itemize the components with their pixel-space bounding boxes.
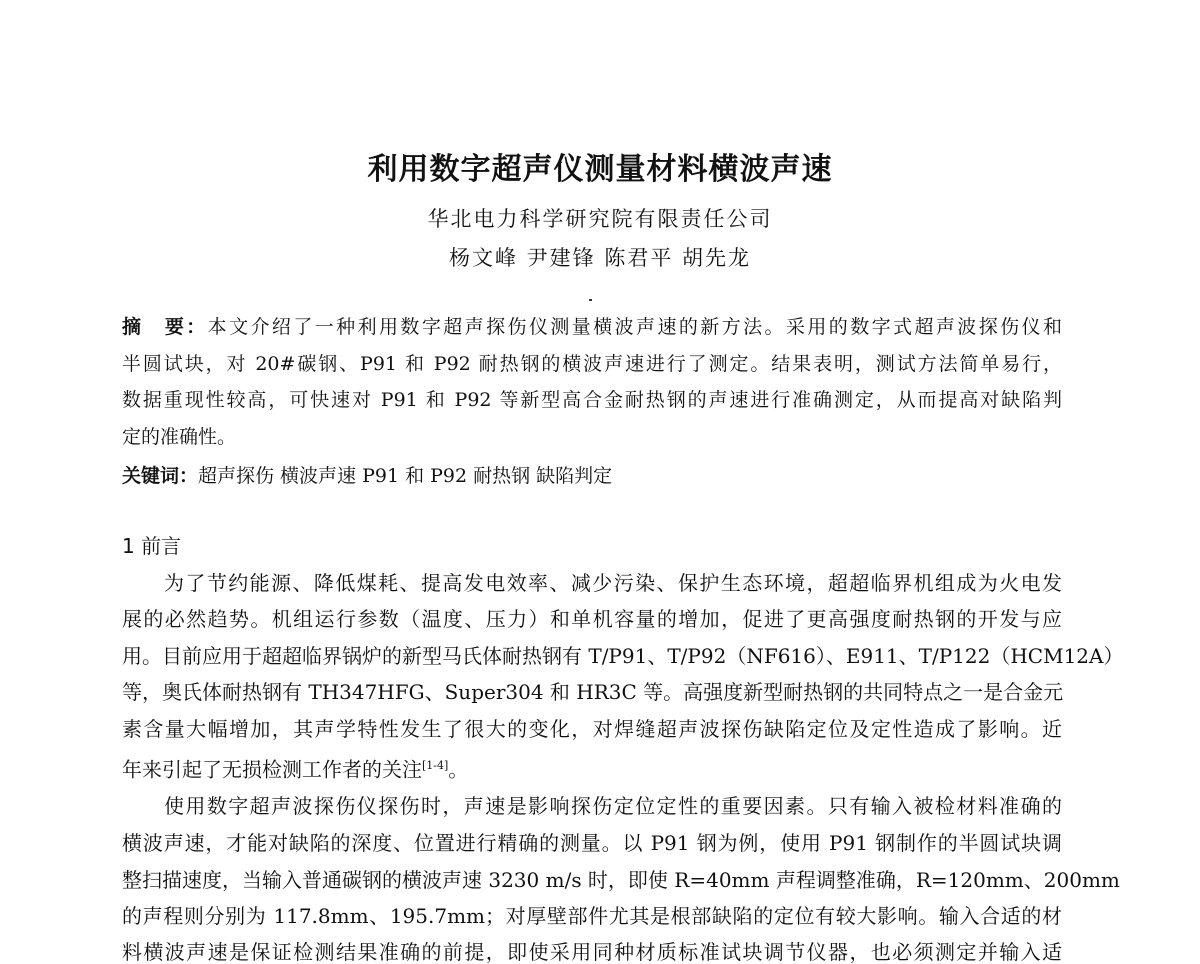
citation: [1-4] xyxy=(422,759,449,772)
authors: 杨文峰 尹建锋 陈君平 胡先龙 xyxy=(448,246,752,270)
affiliation: 华北电力科学研究院有限责任公司 xyxy=(427,207,773,231)
separator-dot xyxy=(589,299,592,301)
paragraph-end: 。 xyxy=(448,757,469,782)
paragraph-line: 料横波声速是保证检测结果准确的前提，即使采用同种材质标准试块调节仪器，也必须测定并输入适 xyxy=(122,940,1062,964)
paragraph-line: 展的必然趋势。机组运行参数（温度、压力）和单机容量的增加，促进了更高强度耐热钢的开发与应 xyxy=(122,607,1062,631)
paper-title: 利用数字超声仪测量材料横波声速 xyxy=(367,152,833,187)
abstract-line: 数据重现性较高，可快速对 P91 和 P92 等新型高合金耐热钢的声速进行准确测定，从而提高对缺陷判 xyxy=(122,389,1062,411)
abstract-line xyxy=(122,315,1062,339)
paragraph-line: 素含量大幅增加，其声学特性发生了很大的变化，对焊缝超声波探伤缺陷定位及定性造成了影响。近 xyxy=(122,717,1062,741)
abstract-line: 定的准确性。 xyxy=(122,426,237,448)
paragraph-line: 横波声速，才能对缺陷的深度、位置进行精确的测量。以 P91 钢为例，使用 P91 钢制作的半圆试块调 xyxy=(122,831,1062,855)
paragraph-text: 年来引起了无损检测工作者的关注 xyxy=(122,757,422,782)
section-heading: 1 前言 xyxy=(122,534,182,558)
paragraph-line: 等，奥氏体耐热钢有 TH347HFG、Super304 和 HR3C 等。高强度新型耐热钢的共同特点之一是合金元 xyxy=(122,680,1064,704)
keywords-text: 超声探伤 横波声速 P91 和 P92 耐热钢 缺陷判定 xyxy=(198,465,613,487)
abstract-text: 本文介绍了一种利用数字超声探伤仪测量横波声速的新方法。采用的数字式超声波探伤仪和 xyxy=(207,316,1062,338)
paragraph-line: 的声程则分别为 117.8mm、195.7mm；对厚壁部件尤其是根部缺陷的定位有较大影响。输入合适的材 xyxy=(122,904,1062,928)
abstract-label: 摘 要： xyxy=(122,316,208,338)
paragraph-line: 使用数字超声波探伤仪探伤时，声速是影响探伤定位定性的重要因素。只有输入被检材料准确的 xyxy=(164,794,1062,818)
keywords-label: 关键词： xyxy=(122,465,199,487)
paragraph-line: 为了节约能源、降低煤耗、提高发电效率、减少污染、保护生态环境，超超临界机组成为火电发 xyxy=(164,571,1062,595)
paragraph-line: 整扫描速度，当输入普通碳钢的横波声速 3230 m/s 时，即使 R=40mm 声程调整准确，R=120mm、200mm xyxy=(122,868,1120,892)
paragraph-line xyxy=(122,754,1062,782)
abstract-line: 半圆试块，对 20#碳钢、P91 和 P92 耐热钢的横波声速进行了测定。结果表明，测试方法简单易行， xyxy=(122,353,1062,375)
keywords xyxy=(122,464,1062,488)
paragraph-line: 用。目前应用于超超临界锅炉的新型马氏体耐热钢有 T/P91、T/P92（NF616）、E911、T/P122（HCM12A） xyxy=(122,644,1124,668)
